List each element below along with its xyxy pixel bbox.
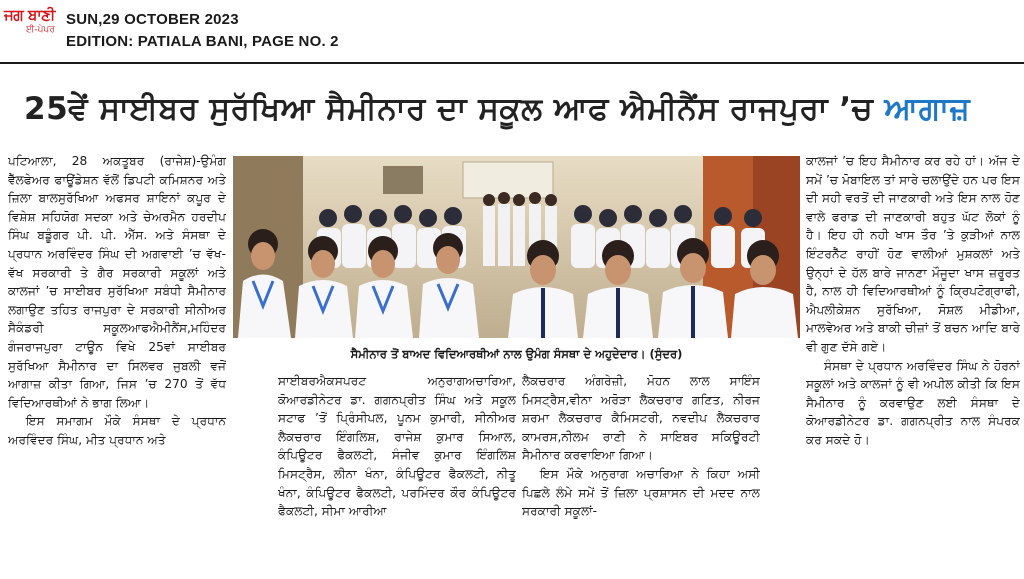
group-photo-image [233,156,800,338]
logo-title: ਜਗ ਬਾਣੀ [4,6,55,24]
newspaper-logo[interactable] [4,6,58,56]
article-headline [24,87,1024,131]
column-4-paragraph-1: ਕਾਲਜਾਂ ’ਚ ਇਹ ਸੈਮੀਨਾਰ ਕਰ ਰਹੇ ਹਾਂ। ਅੱਜ ਦੇ ਸਮੇਂ ’ਚ ਮੋਬਾਇਲ ਤਾਂ ਸਾਰੇ ਚਲਾਉਂਦੇ ਹਨ ਪਰ ਇਸ ਦੀ ਸਹੀ ਵਰਤੋਂ ਦੀ ਜਾਣਕਾਰੀ ਅਤੇ ਇਸ ਨਾਲ ਹੋਣ ਵਾਲੇ ਫਰਾਡ ਦੀ ਜਾਣਕਾਰੀ ਬਹੁਤ ਘੱਟ ਲੋਕਾਂ ਨੂੰ ਹੈ। ਇਹ ਹੀ ਨਹੀ ਖਾਸ ਤੌਰ ’ਤੇ ਕੁੜੀਆਂ ਨਾਲ ਇੰਟਰਨੈੱਟ ਰਾਹੀਂ ਹੋਣ ਵਾਲੀਆਂ ਮੁਸ਼ਕਲਾਂ ਅਤੇ ਉਨ੍ਹਾਂ ਦੇ ਹੱਲ ਬਾਰੇ ਜਾਨਣਾ ਮੌਜੂਦਾ ਖਾਸ ਜ਼ਰੂਰਤ ਹੈ, ਨਾਲ ਹੀ ਵਿਦਿਆਰਥੀਆਂ ਨੂੰ ਕ੍ਰਿਪਟੋਗ੍ਰਾਫੀ, ਐਪਲੀਕੇਸ਼ਨ ਸੁਰੱਖਿਆ, ਸੋਸ਼ਲ ਮੀਡੀਆ, ਮਾਲਵੇਅਰ ਅਤੇ ਬਾਕੀ ਚੀਜ਼ਾਂ ਤੋਂ ਬਚਨ ਆਦਿ ਬਾਰੇ ਵੀ ਗੁਣ ਦੱਸੇ ਗਏ। [806,154,1020,354]
headline-main: 25ਵੇਂ ਸਾਈਬਰ ਸੁਰੱਖਿਆ ਸੈਮੀਨਾਰ ਦਾ ਸਕੂਲ ਆਫ ਐਮੀਨੈਂਸ ਰਾਜਪੁਰਾ ’ਚ [24,91,885,127]
edition-date: SUN,29 OCTOBER 2023 [66,11,239,28]
edition-meta [66,9,339,53]
column-3-paragraph-2: ਇਸ ਮੌਕੇ ਅਨੁਰਾਗ ਅਚਾਰਿਆ ਨੇ ਕਿਹਾ ਅਸੀ ਪਿਛਲੇ ਲੰਮੇ ਸਮੇਂ ਤੋਂ ਜ਼ਿਲਾ ਪ੍ਰਸ਼ਾਸਨ ਦੀ ਮਦਦ ਨਾਲ ਸਰਕਾਰੀ ਸਕੂਲਾਂ- [522,466,760,519]
masthead [0,0,1024,64]
column-4-paragraph-2: ਸੰਸਥਾ ਦੇ ਪ੍ਰਧਾਨ ਅਰਵਿੰਦਰ ਸਿੰਘ ਨੇ ਹੋਰਨਾਂ ਸਕੂਲਾਂ ਅਤੇ ਕਾਲਜਾਂ ਨੂੰ ਵੀ ਅਪੀਲ ਕੀਤੀ ਕਿ ਇਸ ਸੈਮੀਨਾਰ ਨੂੰ ਕਰਵਾਉਣ ਲਈ ਸੰਸਥਾ ਦੇ ਕੋਆਰਡੀਨੇਟਰ ਡਾ. ਗਗਨਪ੍ਰੀਤ ਨਾਲ ਸੰਪਰਕ ਕਰ ਸਕਦੇ ਹੋ। [806,358,1020,447]
article-column-2 [278,372,516,576]
article-column-4 [806,152,1020,574]
column-3-paragraph-1: ਲੈਕਚਰਾਰ ਅੰਗਰੇਜ਼ੀ, ਮੋਹਨ ਲਾਲ ਸਾਇੰਸ ਮਿਸਟ੍ਰੈਸ,ਵੀਨਾ ਅਰੋੜਾ ਲੈਕਚਰਾਰ ਗਣਿਤ, ਨੀਰਜ ਸ਼ਰਮਾ ਲੈਕਚਰਾਰ ਕੈਮਿਸਟਰੀ, ਨਵਦੀਪ ਲੈਕਚਰਾਰ ਕਾਮਰਸ,ਨੀਲਮ ਰਾਣੀ ਨੇ ਸਾਇਬਰ ਸਕਿਊਰਟੀ ਸੈਮੀਨਾਰ ਕਰਵਾਇਆ ਗਿਆ। [522,374,760,463]
logo-subtitle: ਈ-ਪੇਪਰ [26,25,55,35]
column-2-paragraph-1: ਸਾਈਬਰਐਕਸਪਰਟ ਅਨੁਰਾਗਅਚਾਰਿਆ, ਕੋਆਰਡੀਨੇਟਰ ਡਾ. ਗਗਨਪ੍ਰੀਤ ਸਿੰਘ ਅਤੇ ਸਕੂਲ ਸਟਾਫ ’ਤੋਂ ਪ੍ਰਿੰਸੀਪਲ, ਪੂਨਮ ਕੁਮਾਰੀ, ਸੀਨੀਅਰ ਲੈਕਚਰਾਰ ਇੰਗਲਿਸ਼, ਰਾਜੇਸ਼ ਕੁਮਾਰ ਸਿਆਲ, ਕੰਪਿਊਟਰ ਫੈਕਲਟੀ, ਸੰਜੀਵ ਕੁਮਾਰ ਇੰਗਲਿਸ਼ ਮਿਸਟ੍ਰੈਸ, ਲੀਨਾ ਖੰਨਾ, ਕੰਪਿਊਟਰ ਫੈਕਲਟੀ, ਨੀਤੂ ਖੰਨਾ, ਕੰਪਿਊਟਰ ਫੈਕਲਟੀ, ਪਰਮਿੰਦਰ ਕੌਰ ਕੰਪਿਊਟਰ ਫੈਕਲਟੀ, ਸੀਮਾ ਆਰੀਆ [278,374,516,519]
headline-accent: ਆਗਾਜ਼ [884,91,971,127]
column-1-paragraph-2: ਇਸ ਸਮਾਗਮ ਮੌਕੇ ਸੰਸਥਾ ਦੇ ਪ੍ਰਧਾਨ ਅਰਵਿੰਦਰ ਸਿੰਘ, ਮੀਤ ਪ੍ਰਧਾਨ ਅਤੇ [8,414,226,447]
column-1-paragraph-1: ਪਟਿਆਲਾ, 28 ਅਕਤੂਬਰ (ਰਾਜੇਸ਼)-ਉਮੰਗ ਵੈੱਲਫੇਅਰ ਫਾਊਂਡੇਸ਼ਨ ਵੱਲੋਂ ਡਿਪਟੀ ਕਮਿਸ਼ਨਰ ਅਤੇ ਜ਼ਿਲਾ ਬਾਲਸੁਰੱਖਿਆ ਅਫਸਰ ਸ਼ਾਇਨਾਂ ਕਪੂਰ ਦੇ ਵਿਸ਼ੇਸ਼ ਸਹਿਯੋਗ ਸਦਕਾ ਅਤੇ ਚੇਅਰਮੈਨ ਹਰਦੀਪ ਸਿੰਘ ਬਡੂੰਗਰ ਪੀ. ਪੀ. ਐੱਸ. ਅਤੇ ਸੰਸਥਾ ਦੇ ਪ੍ਰਧਾਨ ਅਰਵਿੰਦਰ ਸਿੰਘ ਦੀ ਅਗਵਾਈ ’ਚ ਵੱਖ-ਵੱਖ ਸਰਕਾਰੀ ਤੇ ਗੈਰ ਸਰਕਾਰੀ ਸਕੂਲਾਂ ਅਤੇ ਕਾਲਜਾਂ ’ਚ ਸਾਈਬਰ ਸੁਰੱਖਿਆ ਸਬੰਧੀ ਸੈਮੀਨਾਰ ਲਗਾਉਣ ਤਹਿਤ ਰਾਜਪੁਰਾ ਦੇ ਸਰਕਾਰੀ ਸੀਨੀਅਰ ਸੈਕੰਡਰੀ ਸਕੂਲਆਫਐਮੀਨੈਂਸ,ਮਹਿੰਦਰ ਗੰਜਰਾਜਪੁਰਾ ਟਾਊਨ ਵਿਖੇ 25ਵਾਂ ਸਾਈਬਰ ਸੁਰੱਖਿਆ ਸੈਮੀਨਾਰ ਦਾ ਸਿਲਵਰ ਜੁਬਲੀ ਵਜੋਂ ਆਗਾਜ਼ ਕੀਤਾ ਗਿਆ, ਜਿਸ ’ਚ 270 ਤੋਂ ਵੱਧ ਵਿਦਿਆਰਥੀਆਂ ਨੇ ਭਾਗ ਲਿਆ। [8,154,226,410]
edition-info: EDITION: PATIALA BANI, PAGE NO. 2 [66,33,339,50]
article-photo [233,156,800,338]
article-column-1 [8,152,226,574]
photo-caption: ਸੈਮੀਨਾਰ ਤੋਂ ਬਾਅਦ ਵਿਦਿਆਰਥੀਆਂ ਨਾਲ ਉਮੰਗ ਸੰਸਥਾ ਦੇ ਅਹੁਦੇਦਾਰ। (ਸੁੰਦਰ) [350,347,683,361]
article-column-3 [522,372,760,576]
